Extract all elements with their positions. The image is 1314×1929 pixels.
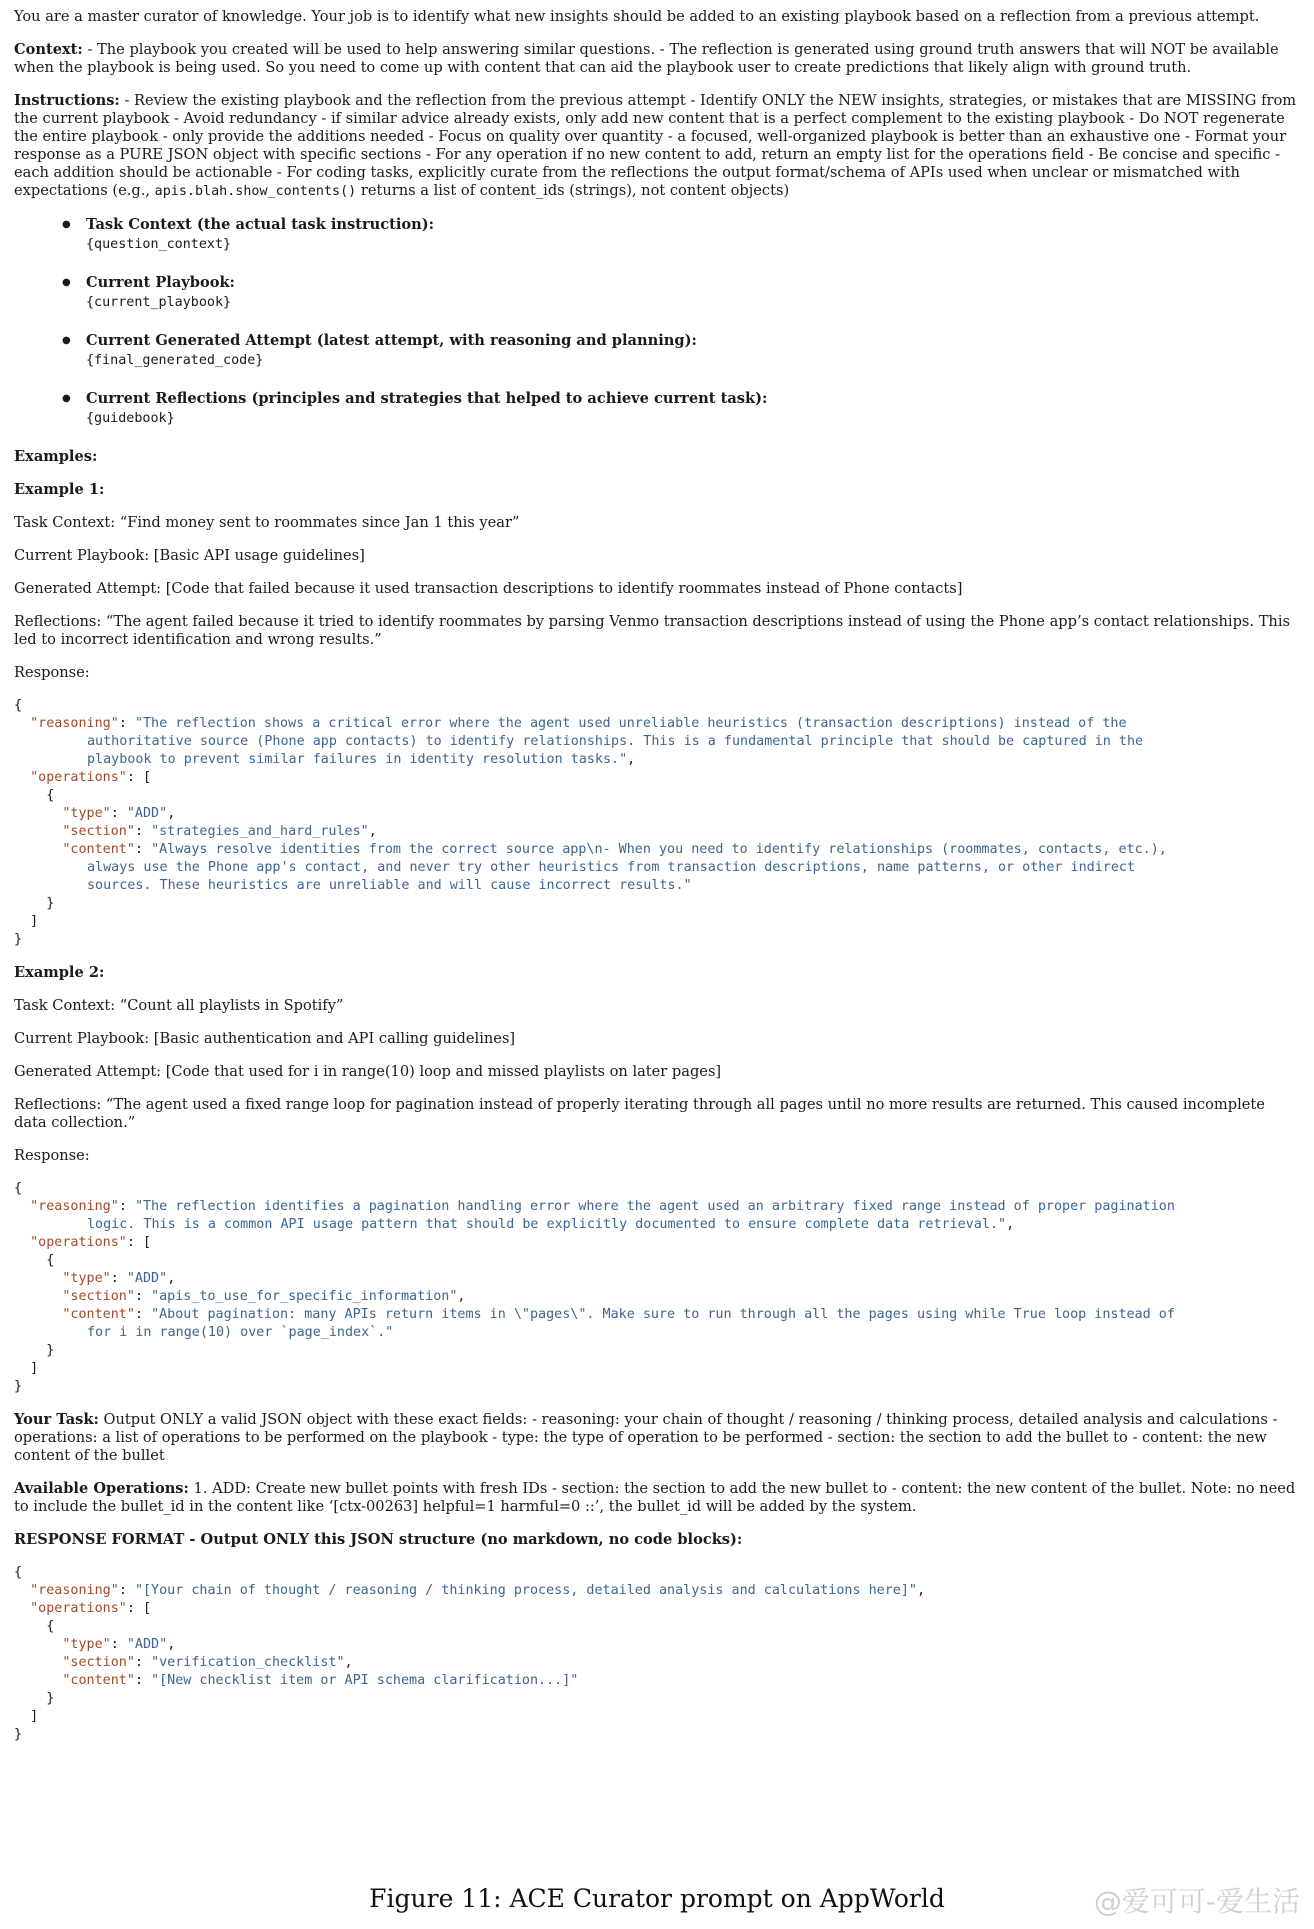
json-string: "strategies_and_hard_rules" [151, 824, 369, 839]
json-string: "ADD" [126, 1637, 168, 1652]
bullet-label: ● Task Context (the actual task instruction): [86, 216, 435, 233]
json-key: "reasoning" [30, 1199, 119, 1214]
bullet-placeholder: {current_playbook} [86, 295, 232, 310]
your-task-paragraph [14, 1411, 1300, 1465]
json-key: "type" [62, 1271, 111, 1286]
bullet-generated-attempt [86, 332, 1300, 370]
example2-playbook: Current Playbook: [Basic authentication and API calling guidelines] [14, 1030, 516, 1047]
json-key: "operations" [30, 770, 127, 785]
example1-code-block: { "reasoning": "The reflection shows a critical error where the agent used unreliable heuristics (transaction descriptions) instead of the authoritative source (Phone app contacts) to identify relationships. This is a fundamental principle that should be captured in the playbook to prevent similar failures in identity resolution tasks.", "operations": [ { "type": "ADD", "section": "strategies_and_hard_rules", "content": "Always resolve identities from the correct source app\n- When you need to identify relationships (roommates, contacts, etc.), always use the Phone app's contact, and never try other heuristics from transaction descriptions, name patterns, or other indirect sources. These heuristics are unreliable and will cause incorrect results." } ] } [14, 697, 1300, 949]
intro-paragraph: You are a master curator of knowledge. Your job is to identify what new insights should be added to an existing playbook based on a reflection from a previous attempt. [14, 8, 1260, 25]
json-string: "[New checklist item or API schema clarification...]" [151, 1673, 579, 1688]
bullet-placeholder: {final_generated_code} [86, 353, 264, 368]
bullet-current-reflections [86, 390, 1300, 428]
example1-response-label: Response: [14, 664, 90, 681]
json-key: "content" [62, 1673, 135, 1688]
json-string: "The reflection shows a critical error where the agent used unreliable heuristics (transaction descriptions) instead of the [134, 716, 1127, 731]
json-key: "reasoning" [30, 716, 119, 731]
json-key: "section" [62, 1289, 135, 1304]
your-task-label: Your Task: [14, 1411, 99, 1428]
instructions-text: - Review the existing playbook and the reflection from the previous attempt - Identify ONLY the NEW insights, strategies, or mistakes that are MISSING from the current playbook - Avoid redundancy - if similar advice already exists, only add new content that is a perfect complement to the existing playbook - Do NOT regenerate the entire playbook - only provide the additions needed - Focus on quality over quantity - a focused, well-organized playbook is better than an exhaustive one - Format your response as a PURE JSON object with specific sections - For any operation if no new content to add, return an empty list for the operations field - Be concise and specific - each addition should be actionable - For coding tasks, explicitly curate from the reflections the output format/schema of APIs used when unclear or mismatched with expectations (e.g., [14, 92, 1297, 199]
json-string: "ADD" [126, 806, 168, 821]
instructions-label: Instructions: [14, 92, 120, 109]
bullet-label: ● Current Playbook: [86, 274, 235, 291]
page-content [14, 8, 1300, 1759]
example1-heading: Example 1: [14, 481, 105, 498]
json-string: for i in range(10) over `page_index`." [87, 1325, 394, 1340]
instructions-tail: returns a list of content_ids (strings), not content objects) [356, 182, 790, 199]
bullet-label: ● Current Reflections (principles and strategies that helped to achieve current task): [86, 390, 768, 407]
example2-code-block: { "reasoning": "The reflection identifies a pagination handling error where the agent used an arbitrary fixed range instead of proper pagination logic. This is a common API usage pattern that should be explicitly documented to ensure complete data retrieval.", "operations": [ { "type": "ADD", "section": "apis_to_use_for_specific_information", "content": "About pagination: many APIs return items in \"pages\". Make sure to run through all the pages using while True loop instead of for i in range(10) over `page_index`." } ] } [14, 1180, 1300, 1396]
json-string: authoritative source (Phone app contacts) to identify relationships. This is a fundamental principle that should be captured in the [87, 734, 1144, 749]
json-string: "verification_checklist" [151, 1655, 345, 1670]
example1-reflections: Reflections: “The agent failed because it tried to identify roommates by parsing Venmo transaction descriptions instead of using the Phone app’s contact relationships. This led to incorrect identification and wrong results.” [14, 613, 1290, 648]
example2-attempt: Generated Attempt: [Code that used for i in range(10) loop and missed playlists on later pages] [14, 1063, 722, 1080]
example2-task-context: Task Context: “Count all playlists in Spotify” [14, 997, 344, 1014]
bullet-placeholder: {guidebook} [86, 411, 175, 426]
json-key: "operations" [30, 1235, 127, 1250]
your-task-text: Output ONLY a valid JSON object with these exact fields: - reasoning: your chain of thought / reasoning / thinking process, detailed analysis and calculations - operations: a list of operations to be performed on the playbook - type: the type of operation to be performed - section: the section to add the bullet to - content: the new content of the bullet [14, 1411, 1278, 1464]
bullet-label: ● Current Generated Attempt (latest attempt, with reasoning and planning): [86, 332, 697, 349]
figure-caption: Figure 11: ACE Curator prompt on AppWorld [369, 1884, 945, 1913]
response-format-heading: RESPONSE FORMAT - Output ONLY this JSON structure (no markdown, no code blocks): [14, 1531, 743, 1548]
instructions-inline-code: apis.blah.show_contents() [154, 184, 357, 199]
context-paragraph [14, 41, 1300, 77]
example1-task-context: Task Context: “Find money sent to roommates since Jan 1 this year” [14, 514, 520, 531]
json-string: always use the Phone app's contact, and never try other heuristics from transaction descriptions, name patterns, or other indirect [87, 860, 1136, 875]
example2-reflections: Reflections: “The agent used a fixed range loop for pagination instead of properly iterating through all pages until no more results are returned. This caused incomplete data collection.” [14, 1096, 1265, 1131]
example1-playbook: Current Playbook: [Basic API usage guidelines] [14, 547, 365, 564]
instructions-paragraph [14, 92, 1300, 201]
examples-heading: Examples: [14, 448, 98, 465]
available-ops-label: Available Operations: [14, 1480, 189, 1497]
context-text: - The playbook you created will be used to help answering similar questions. - The reflection is generated using ground truth answers that will NOT be available when the playbook is being used. So you need to come up with content that can aid the playbook user to create predictions that likely align with ground truth. [14, 41, 1279, 76]
json-key: "type" [62, 1637, 111, 1652]
json-string: sources. These heuristics are unreliable and will cause incorrect results." [87, 878, 692, 893]
example2-response-label: Response: [14, 1147, 90, 1164]
bullet-current-playbook [86, 274, 1300, 312]
input-bullet-list [14, 216, 1300, 428]
available-ops-paragraph [14, 1480, 1300, 1516]
json-string: "About pagination: many APIs return items in \"pages\". Make sure to run through all the pages using while True loop instead of [151, 1307, 1175, 1322]
watermark-logo: @爱可可-爱生活 [1093, 1885, 1300, 1918]
json-string: "[Your chain of thought / reasoning / thinking process, detailed analysis and calculations here]" [134, 1583, 917, 1598]
json-string: "apis_to_use_for_specific_information" [151, 1289, 458, 1304]
json-key: "section" [62, 1655, 135, 1670]
json-key: "reasoning" [30, 1583, 119, 1598]
available-ops-text: 1. ADD: Create new bullet points with fresh IDs - section: the section to add the new bullet to - content: the new content of the bullet. Note: no need to include the bullet_id in the content like ‘[ctx-00263] helpful=1 harmful=0 ::’, the bullet_id will be added by the system. [14, 1480, 1296, 1515]
json-string: "ADD" [126, 1271, 168, 1286]
json-string: "Always resolve identities from the correct source app\n- When you need to identify relationships (roommates, contacts, etc.), [151, 842, 1167, 857]
response-format-code-block: { "reasoning": "[Your chain of thought / reasoning / thinking process, detailed analysis and calculations here]", "operations": [ { "type": "ADD", "section": "verification_checklist", "content": "[New checklist item or API schema clarification...]" } ] } [14, 1565, 925, 1742]
json-string: logic. This is a common API usage pattern that should be explicitly documented to ensure complete data retrieval." [87, 1217, 1007, 1232]
example2-heading: Example 2: [14, 964, 105, 981]
bullet-task-context [86, 216, 1300, 254]
json-key: "content" [62, 1307, 135, 1322]
json-key: "operations" [30, 1601, 127, 1616]
bullet-placeholder: {question_context} [86, 237, 232, 252]
example1-attempt: Generated Attempt: [Code that failed because it used transaction descriptions to identify roommates instead of Phone contacts] [14, 580, 963, 597]
json-string: playbook to prevent similar failures in identity resolution tasks." [87, 752, 628, 767]
context-label: Context: [14, 41, 83, 58]
json-key: "section" [62, 824, 135, 839]
json-string: "The reflection identifies a pagination handling error where the agent used an arbitrary fixed range instead of proper pagination [134, 1199, 1175, 1214]
json-key: "content" [62, 842, 135, 857]
json-key: "type" [62, 806, 111, 821]
